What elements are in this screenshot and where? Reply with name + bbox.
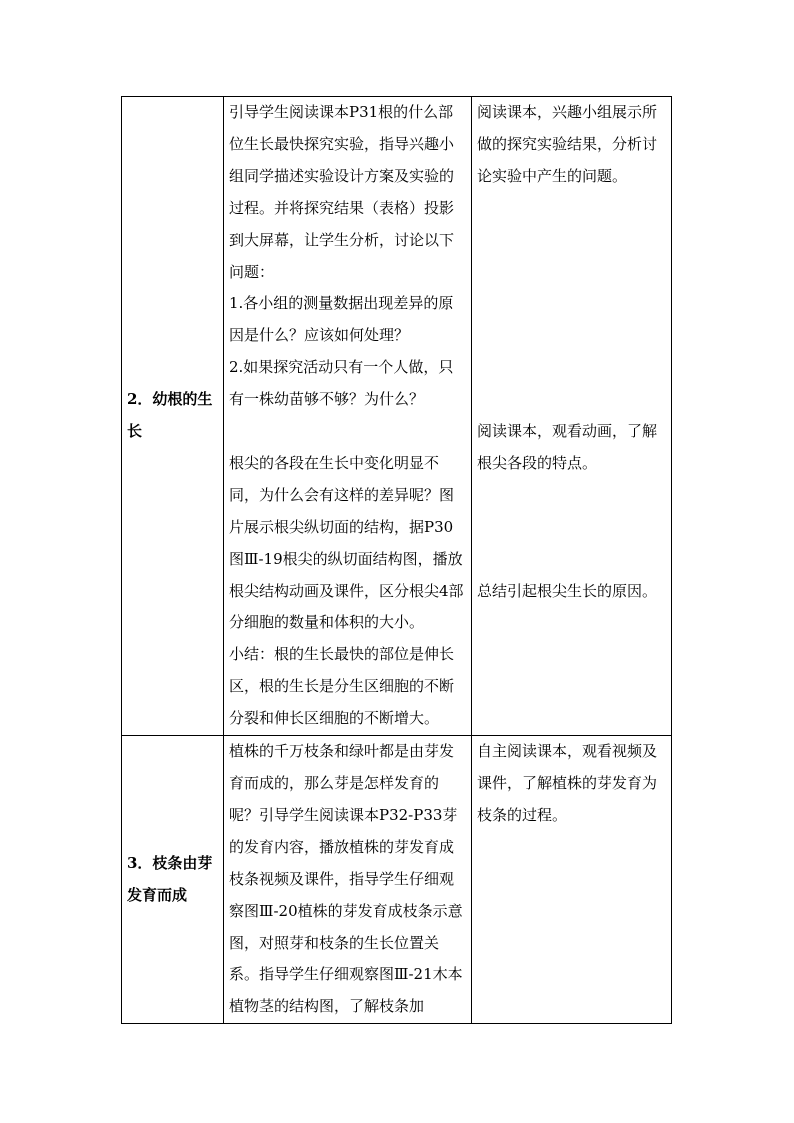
table-row — [122, 97, 672, 736]
blank-line — [229, 416, 466, 448]
teacher-paragraph: 植株的千万枝条和绿叶都是由芽发育而成的，那么芽是怎样发育的呢？引导学生阅读课本P32-P33芽的发育内容，播放植株的芽发育成枝条视频及课件，指导学生仔细观察图Ⅲ-20植株的芽发育成枝条示意图，对照芽和枝条的生长位置关系。指导学生仔细观察图Ⅲ-21木本植物茎的结构图，了解枝条加 — [229, 742, 463, 1016]
blank-space — [477, 193, 666, 416]
teacher-paragraph: 2.如果探究活动只有一个人做，只有一株幼苗够不够？为什么？ — [229, 358, 454, 409]
teacher-activity-cell — [224, 97, 472, 736]
teacher-activity-cell — [224, 736, 472, 1024]
student-paragraph: 阅读课本，观看动画，了解根尖各段的特点。 — [477, 421, 658, 472]
student-paragraph: 总结引起根尖生长的原因。 — [477, 581, 658, 600]
lesson-plan-table — [121, 96, 672, 1024]
section-title: 2．幼根的生长 — [127, 390, 213, 441]
section-title: 3．枝条由芽发育而成 — [127, 853, 213, 904]
student-paragraph: 阅读课本，兴趣小组展示所做的探究实验结果，分析讨论实验中产生的问题。 — [477, 103, 658, 185]
student-activity-cell — [472, 97, 672, 736]
teacher-paragraph: 小结：根的生长最快的部位是伸长区，根的生长是分生区细胞的不断分裂和伸长区细胞的不断增大。 — [229, 645, 455, 728]
teacher-paragraph: 引导学生阅读课本P31根的什么部位生长最快探究实验，指导兴趣小组同学描述实验设计方案及实验的过程。并将探究结果（表格）投影到大屏幕，让学生分析，讨论以下问题： — [229, 103, 455, 281]
section-title-cell — [122, 97, 224, 736]
teacher-paragraph: 1.各小组的测量数据出现差异的原因是什么？应该如何处理？ — [229, 294, 454, 345]
student-paragraph: 自主阅读课本，观看视频及课件，了解植株的芽发育为枝条的过程。 — [477, 742, 658, 824]
teacher-paragraph: 根尖的各段在生长中变化明显不同，为什么会有这样的差异呢？图片展示根尖纵切面的结构，据P30图Ⅲ-19根尖的纵切面结构图，播放根尖结构动画及课件，区分根尖4部分细胞的数量和体积的大小。 — [229, 453, 464, 632]
student-activity-cell — [472, 736, 672, 1024]
blank-space — [477, 480, 666, 576]
section-title-cell — [122, 736, 224, 1024]
table-row — [122, 736, 672, 1024]
